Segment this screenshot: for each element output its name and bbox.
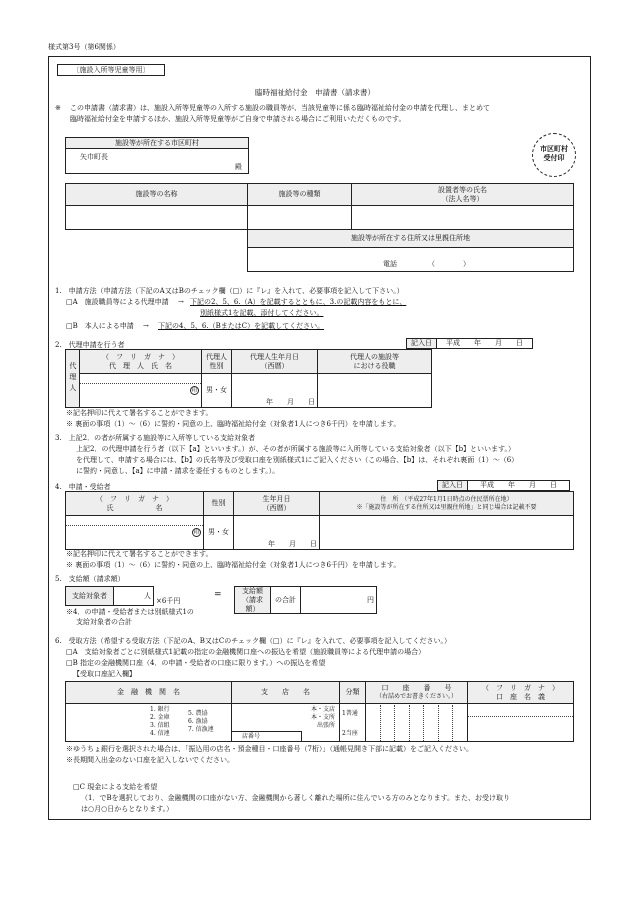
branch-type-1: 本・支店 (310, 706, 335, 713)
tel-paren: （ ） (428, 260, 470, 269)
equals-sign: = (214, 590, 222, 600)
s1-option-b[interactable]: □B 本人による申請 (66, 322, 134, 330)
s4-heading: 4. 申請・受給者 (55, 483, 111, 491)
agent-seal-icon: 印 (191, 387, 198, 394)
s2-date-label: 記入日 (407, 339, 437, 349)
s6-option-c[interactable]: □C 現金による支給を希望 (73, 783, 158, 791)
account-number-note: （右詰めでお書きください。） (375, 693, 457, 701)
digit-box[interactable] (424, 705, 439, 741)
agent-furigana-header: （ フ リ ガ ナ ） (102, 352, 179, 361)
dono-label: 殿 (235, 163, 242, 171)
total-label: の合計 (271, 587, 301, 614)
s1-arrow-a: → (178, 298, 184, 306)
branch-type-3: 出張所 (316, 722, 335, 729)
founder-cell[interactable] (352, 206, 574, 230)
account-number-cell[interactable] (366, 704, 468, 742)
s2-heading: 2. 代理申請を行う者 (55, 341, 125, 349)
s2-note-2: ※ 裏面の事項（1）〜（6）に誓約・同意の上、臨時福祉給付金（対象者1人につき6千円）を申請します。 (66, 420, 401, 428)
digit-box[interactable] (381, 705, 396, 741)
bank-type-3: 3. 信組 (150, 722, 170, 729)
digit-box[interactable] (410, 705, 425, 741)
account-type-2[interactable]: 2当座 (342, 729, 358, 737)
branch-number[interactable]: 店番号 (232, 731, 302, 741)
agent-side-label: 代理人 (66, 350, 80, 408)
agent-sex-header-2: 性別 (209, 361, 224, 370)
municipality-table (65, 137, 249, 174)
applicant-address-cell[interactable] (320, 516, 574, 550)
agent-dob-cell[interactable]: 年 月 日 (232, 374, 318, 408)
holder-header: 口 座 名 義 (496, 692, 545, 701)
s6-note-2: ※長期間入出金のない口座を記入しないでください。 (66, 756, 234, 764)
account-number-header: 口 座 番 号 (381, 684, 452, 693)
facility-name-header: 施設等の名称 (66, 184, 248, 206)
s6-note-1: ※ゆうちょ銀行を選択された場合は、「振込用の店名・預金種目・口座番号（7桁）」（通帳見開き下部に記載）をご記入ください。 (66, 745, 473, 753)
intro-line-2: 臨時福祉給付金を申請するほか、施設入所等児童等がご自身で申請される場合にご利用いただくものです。 (70, 115, 406, 123)
stamp-line-1: 市区町村 (540, 144, 568, 153)
applicant-dob-cell[interactable]: 年 月 日 (234, 516, 320, 550)
s4-date-field[interactable]: 平成 年 月 日 (468, 481, 570, 491)
address-header: 施設等が所在する住所又は里親住所地 (248, 230, 574, 248)
s1-a-note-1: 下記の2、5、6.（A）を記載するとともに、3.の記載内容をもとに、 (190, 298, 407, 306)
reception-stamp (532, 133, 576, 177)
s3-line-2: を代理して、申請する場合には、【b】の氏名等及び受取口座を別紙様式1にご記入ください（この場合、【b】は、それぞれ裏面（1）〜（6） (76, 456, 519, 464)
bank-cell[interactable] (66, 704, 232, 742)
s1-option-a[interactable]: □A 施設職員等による代理申請 (66, 298, 169, 306)
bank-type-4: 4. 信連 (150, 730, 170, 737)
s2-date-table (406, 338, 533, 349)
times-label: ×6千円 (156, 597, 181, 605)
s1-b-note: 下記の4、5、6.（BまたはC）を記載してください。 (158, 322, 325, 330)
intro-line-1: この申請書（請求書）は、施設入所等児童等の入所する施設の職員等が、当該児童等に係る臨時福祉給付金の申請を代理し、まとめて (70, 104, 490, 112)
branch-header: 支 店 名 (232, 682, 340, 704)
founder-header: 設置者等の氏名 (438, 185, 487, 194)
applicant-seal-icon: 印 (193, 529, 200, 536)
branch-cell[interactable] (232, 704, 340, 742)
agent-table (65, 349, 432, 408)
intro-mark: ※ (55, 104, 61, 112)
s5-note-2: 支給対象者の合計 (76, 618, 132, 626)
s1-a-note-2: 別紙様式1を記載、添付してください。 (200, 309, 324, 317)
applicant-furigana-header: （ フ リ ガ ナ ） (96, 494, 173, 503)
applicant-sex-header: 性別 (204, 492, 234, 516)
mayor-name: 矢巾町長 (80, 153, 108, 161)
s6-c-note-1: （1．でBを選択しており、金融機関の口座がない方、金融機関から著しく離れた場所に住んでいる方のみとなります。また、お受け取り (81, 794, 511, 802)
form-title: 臨時福祉給付金 申請書（請求書） (255, 88, 375, 97)
facility-table (65, 183, 574, 272)
form-number: 様式第3号（第6関係） (48, 43, 120, 51)
amount-label: 支給額 (242, 587, 263, 595)
s2-note-1: ※記名押印に代えて署名することができます。 (66, 409, 213, 417)
facility-type-cell[interactable] (248, 206, 352, 230)
account-class-cell[interactable] (340, 704, 366, 742)
amount-sublabel: （請求額） (242, 595, 263, 613)
applicant-table (65, 491, 574, 550)
s1-arrow-b: → (143, 322, 149, 330)
applicant-dob-header: 生年月日 (262, 494, 291, 503)
agent-dob-header: 代理人生年月日 (250, 352, 299, 361)
account-type-1[interactable]: 1普通 (342, 710, 358, 717)
s3-line-1: 上記2．の代理申請を行う者（以下【a】といいます。）が、その者が所属する施設等に入所等している支給対象者（以下【b】といいます。） (76, 445, 515, 453)
tel-label: 電話 (383, 260, 397, 269)
digit-box[interactable] (453, 705, 467, 741)
s4-date-table (437, 480, 570, 491)
agent-role-cell[interactable] (318, 374, 432, 408)
bank-type-2: 2. 金庫 (150, 714, 170, 721)
agent-name-header: 代 理 人 氏 名 (109, 361, 172, 370)
s6-option-b[interactable]: □B 指定の金融機関口座（4．の申請・受給者の口座に限ります。）への振込を希望 (66, 659, 326, 667)
count-label: 支給対象者 (66, 587, 114, 606)
stamp-line-2: 受付印 (543, 152, 565, 162)
s2-date-field[interactable]: 平成 年 月 日 (437, 339, 533, 349)
holder-cell[interactable] (468, 704, 574, 742)
s3-line-3: に誓約・同意し、【a】に申請・請求を委任するものとします。）。 (76, 467, 280, 475)
bank-type-5: 5. 農協 (188, 710, 208, 717)
bank-header: 金 融 機 関 名 (66, 682, 232, 704)
count-table (65, 586, 154, 606)
applicant-address-note: ※「施設等が所在する住所又は里親住所地」と同じ場合は記載不要 (356, 503, 537, 511)
municipality-header: 施設等が所在する市区町村 (66, 138, 249, 149)
category-label: 〔施設入所等児童等用〕 (57, 64, 165, 76)
amount-table (234, 586, 377, 614)
s5-heading: 5. 支給額（請求額） (55, 575, 125, 583)
s1-heading: 1. 申請方法（申請方法（下記のA又はBのチェック欄（□）に『レ』を入れて、必要事項を記入して下さい。） (55, 287, 404, 295)
count-field[interactable]: 人 (114, 587, 154, 606)
amount-field[interactable]: 円 (301, 587, 377, 614)
s4-note-1: ※記名押印に代えて署名することができます。 (66, 550, 213, 558)
founder-subheader: （法人名等） (441, 194, 484, 203)
s4-note-2: ※ 裏面の事項（1）〜（6）に誓約・同意の上、臨時福祉給付金（対象者1人につき6千円）を申請します。 (66, 561, 401, 569)
facility-type-header: 施設等の種類 (248, 184, 352, 206)
bank-type-7: 7. 信漁連 (188, 726, 214, 733)
account-table (65, 681, 574, 742)
branch-type-2: 本・支所 (310, 714, 335, 721)
agent-sex-header-1: 代理人 (206, 352, 227, 361)
applicant-sex-cell[interactable]: 男・女 (204, 516, 234, 550)
agent-role-subheader: における役職 (353, 361, 396, 370)
s4-date-label: 記入日 (438, 481, 468, 491)
s6-heading: 6. 受取方法（希望する受取方法（下記のA、B又はCのチェック欄（□）に『レ』を入れて、必要事項を記入してください。） (55, 637, 451, 645)
agent-name-cell[interactable] (80, 374, 202, 408)
applicant-dob-subheader: （西暦） (262, 503, 291, 512)
digit-box[interactable] (439, 705, 454, 741)
agent-role-header: 代理人の施設等 (350, 352, 399, 361)
digit-box[interactable] (366, 705, 381, 741)
applicant-name-cell[interactable] (66, 516, 204, 550)
account-box-title: 【受取口座記入欄】 (73, 670, 136, 678)
applicant-name-header: 氏 名 (106, 503, 163, 512)
facility-name-cell[interactable] (66, 206, 248, 230)
agent-sex-cell[interactable]: 男・女 (202, 374, 232, 408)
s3-heading: 3. 上記2．の者が所属する施設等に入所等している支給対象者 (55, 434, 256, 442)
agent-dob-subheader: （西暦） (260, 361, 289, 370)
s6-option-a[interactable]: □A 支給対象者ごとに別紙様式1記載の指定の金融機関口座への振込を希望（施設職員等による代理申請の場合） (66, 648, 426, 656)
class-header: 分類 (340, 682, 366, 704)
s5-note-1: ※4．の申請・受給者または別紙様式1の (66, 608, 194, 616)
digit-box[interactable] (395, 705, 410, 741)
s6-c-note-2: は○月○日からとなります。） (81, 805, 174, 813)
bank-type-6: 6. 漁協 (188, 718, 208, 725)
bank-type-1: 1. 銀行 (150, 706, 170, 713)
applicant-address-header: 住 所 （平成27年1月1日時点の住民票所在地） (380, 496, 513, 503)
holder-furigana-header: （ フ リ ガ ナ ） (482, 683, 559, 692)
